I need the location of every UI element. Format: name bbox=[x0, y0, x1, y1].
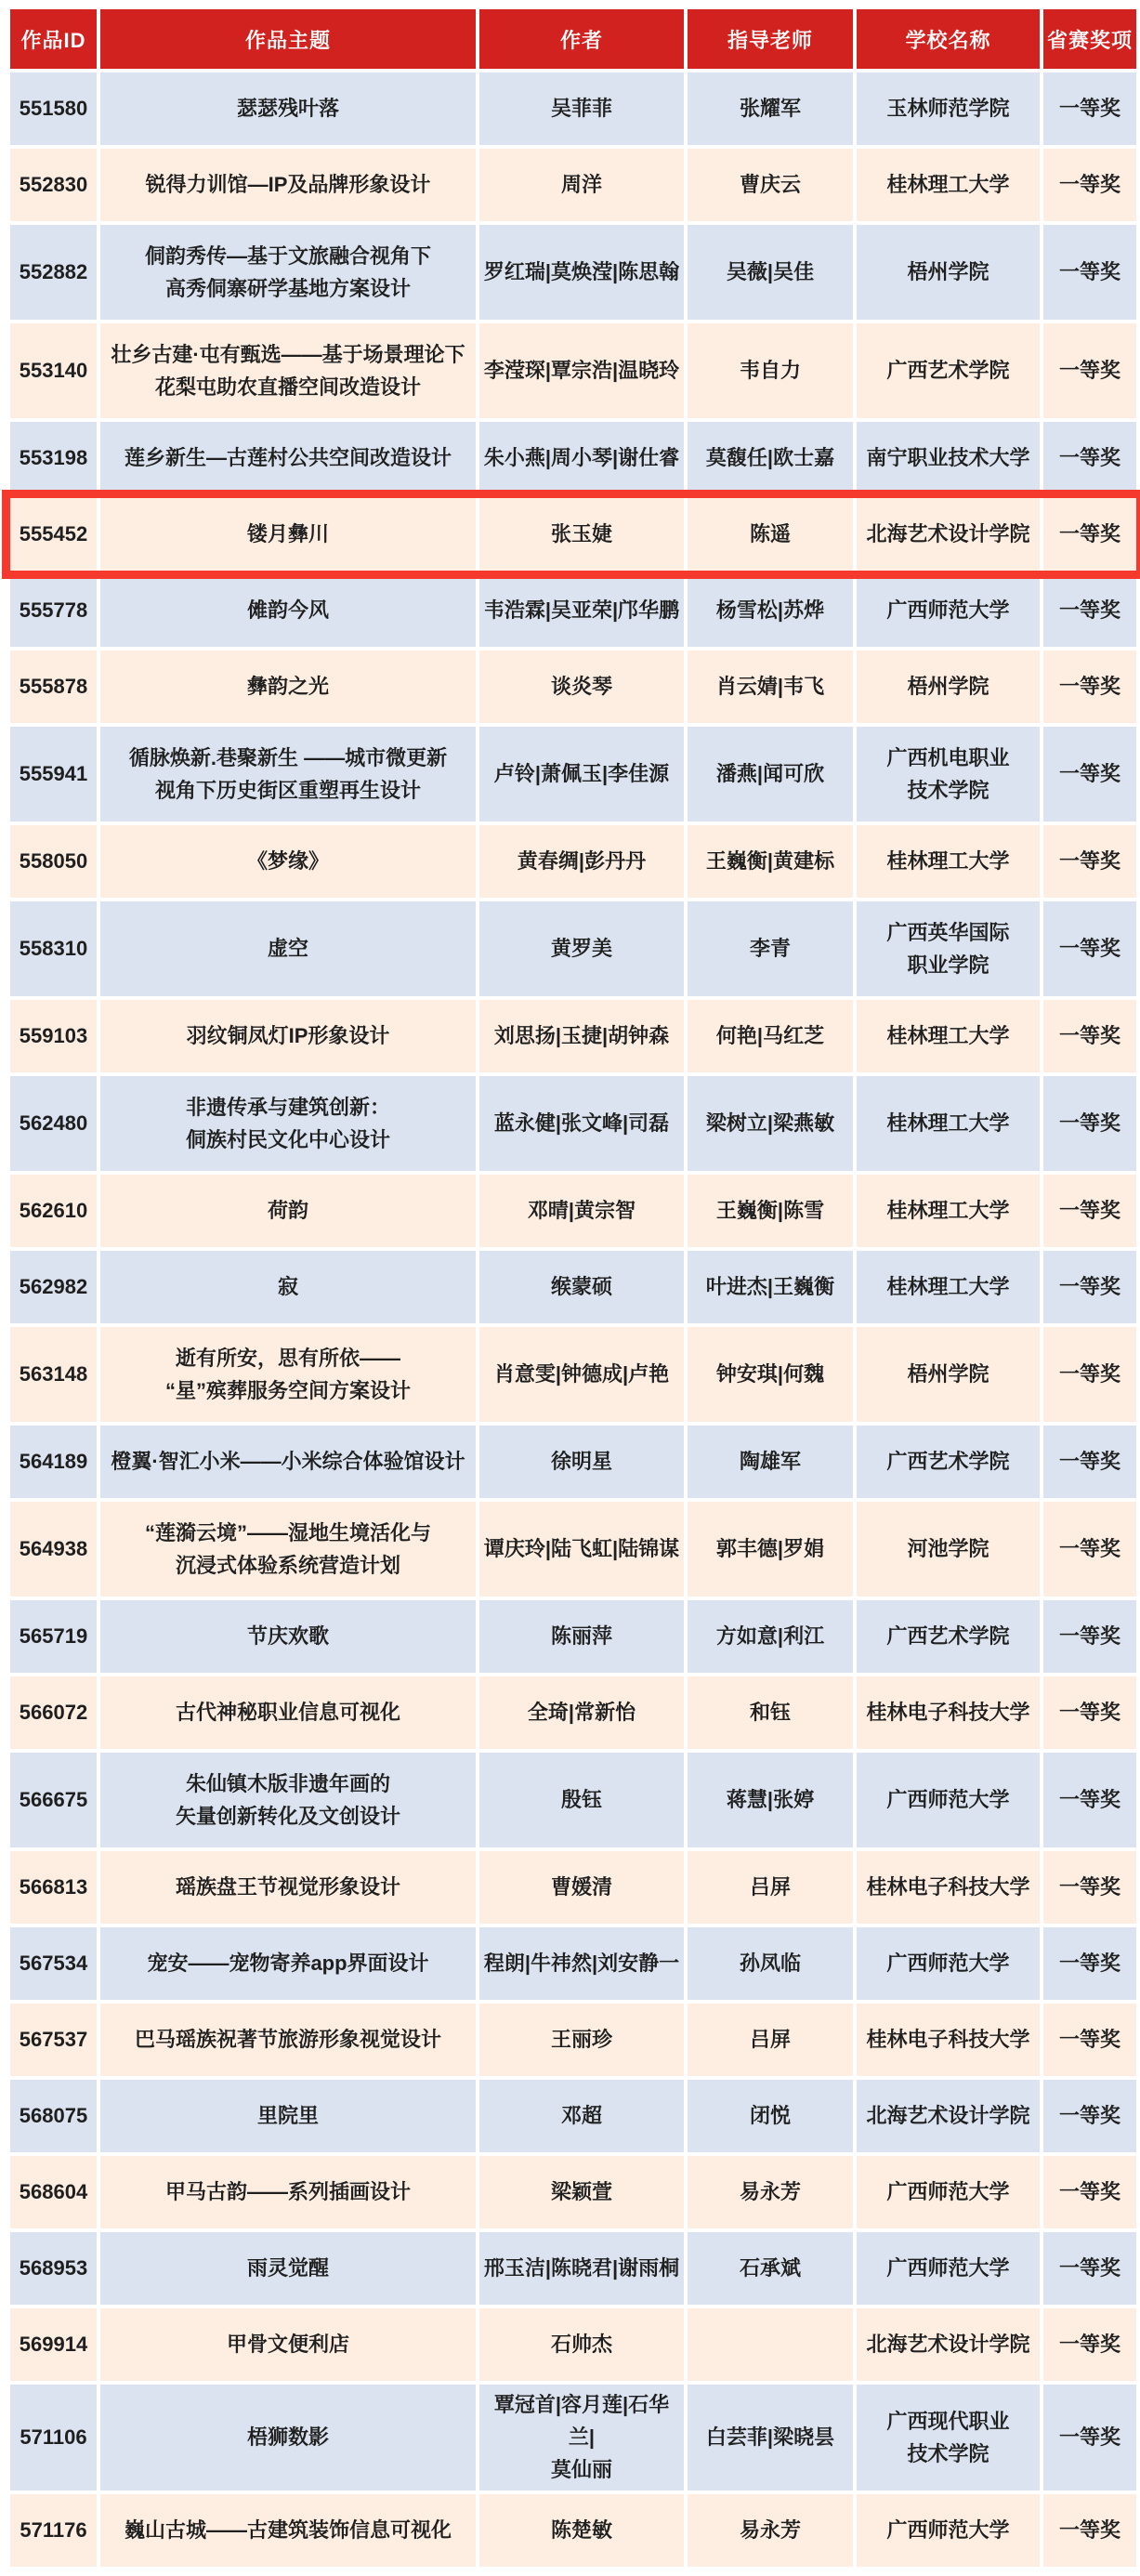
cell-author: 罗红瑞|莫焕滢|陈思翰 bbox=[479, 225, 684, 320]
table-row bbox=[10, 901, 1136, 996]
cell-work-id: 566675 bbox=[10, 1753, 97, 1847]
cell-theme: 宠安——宠物寄养app界面设计 bbox=[100, 1927, 476, 2000]
cell-theme: 傩韵今风 bbox=[100, 574, 476, 647]
cell-theme: 《梦缘》 bbox=[100, 825, 476, 898]
cell-teacher: 石承斌 bbox=[688, 2232, 853, 2305]
table-row bbox=[10, 1076, 1136, 1171]
cell-author: 陈丽萍 bbox=[479, 1600, 684, 1673]
cell-theme: 朱仙镇木版非遗年画的 矢量创新转化及文创设计 bbox=[100, 1753, 476, 1847]
cell-award: 一等奖 bbox=[1043, 651, 1136, 723]
cell-teacher: 李青 bbox=[688, 901, 853, 996]
table-row bbox=[10, 651, 1136, 723]
cell-work-id: 555452 bbox=[10, 498, 97, 571]
cell-work-id: 562480 bbox=[10, 1076, 97, 1171]
cell-school: 北海艺术设计学院 bbox=[857, 2308, 1040, 2381]
cell-award: 一等奖 bbox=[1043, 2385, 1136, 2491]
cell-author: 刘思扬|玉捷|胡钟森 bbox=[479, 1000, 684, 1072]
cell-school: 广西师范大学 bbox=[857, 1927, 1040, 2000]
cell-award: 一等奖 bbox=[1043, 901, 1136, 996]
cell-school: 北海艺术设计学院 bbox=[857, 498, 1040, 571]
cell-award: 一等奖 bbox=[1043, 825, 1136, 898]
cell-theme: 古代神秘职业信息可视化 bbox=[100, 1676, 476, 1749]
cell-school: 桂林理工大学 bbox=[857, 1000, 1040, 1072]
table-row bbox=[10, 422, 1136, 494]
cell-work-id: 564938 bbox=[10, 1502, 97, 1597]
cell-school: 桂林理工大学 bbox=[857, 1076, 1040, 1171]
cell-school: 桂林理工大学 bbox=[857, 1251, 1040, 1323]
table-row bbox=[10, 727, 1136, 821]
table-row bbox=[10, 72, 1136, 145]
cell-author: 王丽珍 bbox=[479, 2004, 684, 2076]
cell-work-id: 552882 bbox=[10, 225, 97, 320]
cell-author: 徐明星 bbox=[479, 1426, 684, 1498]
cell-work-id: 562610 bbox=[10, 1175, 97, 1247]
cell-author: 覃冠首|容月莲|石华兰| 莫仙丽 bbox=[479, 2385, 684, 2491]
cell-school: 广西师范大学 bbox=[857, 2156, 1040, 2228]
cell-work-id: 569914 bbox=[10, 2308, 97, 2381]
cell-teacher: 肖云婧|韦飞 bbox=[688, 651, 853, 723]
cell-award: 一等奖 bbox=[1043, 498, 1136, 571]
cell-author: 张玉婕 bbox=[479, 498, 684, 571]
cell-author: 邓超 bbox=[479, 2080, 684, 2152]
cell-school: 河池学院 bbox=[857, 1502, 1040, 1597]
table-row bbox=[10, 1600, 1136, 1673]
cell-author: 梁颖萱 bbox=[479, 2156, 684, 2228]
cell-school: 桂林理工大学 bbox=[857, 1175, 1040, 1247]
cell-author: 谈炎琴 bbox=[479, 651, 684, 723]
cell-work-id: 559103 bbox=[10, 1000, 97, 1072]
table-row bbox=[10, 498, 1136, 571]
cell-award: 一等奖 bbox=[1043, 225, 1136, 320]
cell-teacher: 杨雪松|苏烨 bbox=[688, 574, 853, 647]
cell-award: 一等奖 bbox=[1043, 1076, 1136, 1171]
cell-school: 北海艺术设计学院 bbox=[857, 2080, 1040, 2152]
cell-work-id: 563148 bbox=[10, 1327, 97, 1422]
cell-author: 蓝永健|张文峰|司磊 bbox=[479, 1076, 684, 1171]
cell-teacher: 曹庆云 bbox=[688, 149, 853, 221]
cell-teacher: 王巍衡|黄建标 bbox=[688, 825, 853, 898]
cell-author: 黄罗美 bbox=[479, 901, 684, 996]
cell-school: 广西艺术学院 bbox=[857, 1600, 1040, 1673]
cell-theme: 巴马瑶族祝著节旅游形象视觉设计 bbox=[100, 2004, 476, 2076]
cell-theme: 锐得力训馆—IP及品牌形象设计 bbox=[100, 149, 476, 221]
cell-work-id: 566072 bbox=[10, 1676, 97, 1749]
table-row bbox=[10, 1502, 1136, 1597]
cell-theme: 荷韵 bbox=[100, 1175, 476, 1247]
cell-theme: 逝有所安，思有所依—— “星”殡葬服务空间方案设计 bbox=[100, 1327, 476, 1422]
cell-author: 周洋 bbox=[479, 149, 684, 221]
cell-teacher: 蒋慧|张婷 bbox=[688, 1753, 853, 1847]
cell-school: 梧州学院 bbox=[857, 225, 1040, 320]
cell-school: 广西现代职业 技术学院 bbox=[857, 2385, 1040, 2491]
cell-teacher: 闭悦 bbox=[688, 2080, 853, 2152]
cell-teacher: 韦自力 bbox=[688, 323, 853, 418]
cell-school: 广西师范大学 bbox=[857, 1753, 1040, 1847]
cell-teacher: 陈遥 bbox=[688, 498, 853, 571]
cell-award: 一等奖 bbox=[1043, 1927, 1136, 2000]
cell-work-id: 571106 bbox=[10, 2385, 97, 2491]
cell-author: 石帅杰 bbox=[479, 2308, 684, 2381]
cell-theme: 镂月彝川 bbox=[100, 498, 476, 571]
cell-teacher: 何艳|马红芝 bbox=[688, 1000, 853, 1072]
cell-school: 桂林电子科技大学 bbox=[857, 1851, 1040, 1924]
cell-school: 桂林理工大学 bbox=[857, 149, 1040, 221]
table-row bbox=[10, 2232, 1136, 2305]
cell-theme: 莲乡新生—古莲村公共空间改造设计 bbox=[100, 422, 476, 494]
cell-award: 一等奖 bbox=[1043, 1600, 1136, 1673]
cell-school: 广西机电职业 技术学院 bbox=[857, 727, 1040, 821]
cell-teacher: 白芸菲|梁晓昙 bbox=[688, 2385, 853, 2491]
column-header-author: 作者 bbox=[479, 9, 684, 69]
table-row bbox=[10, 2308, 1136, 2381]
table-row bbox=[10, 1753, 1136, 1847]
cell-work-id: 565719 bbox=[10, 1600, 97, 1673]
table-row bbox=[10, 149, 1136, 221]
cell-school: 桂林理工大学 bbox=[857, 825, 1040, 898]
cell-work-id: 555878 bbox=[10, 651, 97, 723]
cell-school: 桂林电子科技大学 bbox=[857, 1676, 1040, 1749]
cell-teacher: 方如意|利江 bbox=[688, 1600, 853, 1673]
cell-theme: 瑶族盘王节视觉形象设计 bbox=[100, 1851, 476, 1924]
cell-theme: 甲马古韵——系列插画设计 bbox=[100, 2156, 476, 2228]
cell-work-id: 568075 bbox=[10, 2080, 97, 2152]
cell-teacher: 和钰 bbox=[688, 1676, 853, 1749]
cell-theme: 巍山古城——古建筑装饰信息可视化 bbox=[100, 2494, 476, 2567]
cell-author: 殷钰 bbox=[479, 1753, 684, 1847]
cell-award: 一等奖 bbox=[1043, 2004, 1136, 2076]
cell-school: 南宁职业技术大学 bbox=[857, 422, 1040, 494]
table-row bbox=[10, 323, 1136, 418]
cell-school: 玉林师范学院 bbox=[857, 72, 1040, 145]
column-header-work-id: 作品ID bbox=[10, 9, 97, 69]
cell-school: 广西师范大学 bbox=[857, 574, 1040, 647]
cell-award: 一等奖 bbox=[1043, 2308, 1136, 2381]
column-header-award: 省赛奖项 bbox=[1043, 9, 1136, 69]
cell-school: 梧州学院 bbox=[857, 651, 1040, 723]
cell-teacher: 张耀军 bbox=[688, 72, 853, 145]
cell-award: 一等奖 bbox=[1043, 1175, 1136, 1247]
cell-work-id: 571176 bbox=[10, 2494, 97, 2567]
cell-theme: 寂 bbox=[100, 1251, 476, 1323]
cell-work-id: 566813 bbox=[10, 1851, 97, 1924]
cell-award: 一等奖 bbox=[1043, 1426, 1136, 1498]
cell-author: 谭庆玲|陆飞虹|陆锦谋 bbox=[479, 1502, 684, 1597]
cell-award: 一等奖 bbox=[1043, 2156, 1136, 2228]
table-row bbox=[10, 1426, 1136, 1498]
table-row bbox=[10, 1327, 1136, 1422]
cell-theme: 甲骨文便利店 bbox=[100, 2308, 476, 2381]
cell-work-id: 558310 bbox=[10, 901, 97, 996]
cell-author: 韦浩霖|吴亚荣|邝华鹏 bbox=[479, 574, 684, 647]
cell-award: 一等奖 bbox=[1043, 574, 1136, 647]
cell-award: 一等奖 bbox=[1043, 1502, 1136, 1597]
cell-teacher: 潘燕|闻可欣 bbox=[688, 727, 853, 821]
cell-work-id: 553198 bbox=[10, 422, 97, 494]
cell-author: 黄春绸|彭丹丹 bbox=[479, 825, 684, 898]
column-header-theme: 作品主题 bbox=[100, 9, 476, 69]
column-header-school: 学校名称 bbox=[857, 9, 1040, 69]
table-row bbox=[10, 1175, 1136, 1247]
cell-teacher bbox=[688, 2308, 853, 2381]
cell-award: 一等奖 bbox=[1043, 422, 1136, 494]
cell-work-id: 567537 bbox=[10, 2004, 97, 2076]
cell-award: 一等奖 bbox=[1043, 149, 1136, 221]
cell-award: 一等奖 bbox=[1043, 1851, 1136, 1924]
cell-teacher: 莫馥任|欧士嘉 bbox=[688, 422, 853, 494]
cell-work-id: 562982 bbox=[10, 1251, 97, 1323]
cell-teacher: 吕屏 bbox=[688, 2004, 853, 2076]
cell-school: 梧州学院 bbox=[857, 1327, 1040, 1422]
cell-teacher: 吴薇|吴佳 bbox=[688, 225, 853, 320]
cell-award: 一等奖 bbox=[1043, 1327, 1136, 1422]
cell-work-id: 555941 bbox=[10, 727, 97, 821]
cell-school: 广西艺术学院 bbox=[857, 1426, 1040, 1498]
table-row bbox=[10, 225, 1136, 320]
cell-theme: 瑟瑟残叶落 bbox=[100, 72, 476, 145]
table-row bbox=[10, 2385, 1136, 2491]
cell-teacher: 孙凤临 bbox=[688, 1927, 853, 2000]
cell-author: 吴菲菲 bbox=[479, 72, 684, 145]
cell-theme: 循脉焕新.巷聚新生 ——城市微更新 视角下历史街区重塑再生设计 bbox=[100, 727, 476, 821]
cell-author: 全琦|常新怡 bbox=[479, 1676, 684, 1749]
cell-award: 一等奖 bbox=[1043, 2080, 1136, 2152]
cell-author: 李滢琛|覃宗浩|温晓玲 bbox=[479, 323, 684, 418]
table-row bbox=[10, 1251, 1136, 1323]
cell-work-id: 567534 bbox=[10, 1927, 97, 2000]
cell-theme: “莲漪云境”——湿地生境活化与 沉浸式体验系统营造计划 bbox=[100, 1502, 476, 1597]
cell-award: 一等奖 bbox=[1043, 1000, 1136, 1072]
cell-work-id: 564189 bbox=[10, 1426, 97, 1498]
cell-teacher: 陶雄军 bbox=[688, 1426, 853, 1498]
cell-work-id: 558050 bbox=[10, 825, 97, 898]
cell-theme: 虚空 bbox=[100, 901, 476, 996]
cell-work-id: 555778 bbox=[10, 574, 97, 647]
table-row bbox=[10, 2080, 1136, 2152]
cell-teacher: 叶进杰|王巍衡 bbox=[688, 1251, 853, 1323]
cell-author: 肖意雯|钟德成|卢艳 bbox=[479, 1327, 684, 1422]
cell-work-id: 551580 bbox=[10, 72, 97, 145]
cell-school: 桂林电子科技大学 bbox=[857, 2004, 1040, 2076]
cell-award: 一等奖 bbox=[1043, 1676, 1136, 1749]
cell-award: 一等奖 bbox=[1043, 72, 1136, 145]
cell-theme: 里院里 bbox=[100, 2080, 476, 2152]
cell-theme: 雨灵觉醒 bbox=[100, 2232, 476, 2305]
cell-teacher: 易永芳 bbox=[688, 2156, 853, 2228]
cell-teacher: 钟安琪|何魏 bbox=[688, 1327, 853, 1422]
cell-award: 一等奖 bbox=[1043, 323, 1136, 418]
cell-work-id: 552830 bbox=[10, 149, 97, 221]
table-body bbox=[10, 72, 1136, 2567]
cell-school: 广西师范大学 bbox=[857, 2232, 1040, 2305]
table-row bbox=[10, 2494, 1136, 2567]
cell-school: 广西师范大学 bbox=[857, 2494, 1040, 2567]
cell-teacher: 易永芳 bbox=[688, 2494, 853, 2567]
cell-award: 一等奖 bbox=[1043, 1753, 1136, 1847]
cell-teacher: 王巍衡|陈雪 bbox=[688, 1175, 853, 1247]
cell-author: 邢玉洁|陈晓君|谢雨桐 bbox=[479, 2232, 684, 2305]
cell-teacher: 吕屏 bbox=[688, 1851, 853, 1924]
cell-school: 广西艺术学院 bbox=[857, 323, 1040, 418]
cell-award: 一等奖 bbox=[1043, 2232, 1136, 2305]
cell-author: 曹媛清 bbox=[479, 1851, 684, 1924]
cell-theme: 橙翼·智汇小米——小米综合体验馆设计 bbox=[100, 1426, 476, 1498]
cell-theme: 非遗传承与建筑创新： 侗族村民文化中心设计 bbox=[100, 1076, 476, 1171]
table-row bbox=[10, 1927, 1136, 2000]
cell-author: 朱小燕|周小琴|谢仕睿 bbox=[479, 422, 684, 494]
table-row bbox=[10, 1676, 1136, 1749]
cell-award: 一等奖 bbox=[1043, 1251, 1136, 1323]
cell-theme: 壮乡古建·屯有甄选——基于场景理论下 花梨屯助农直播空间改造设计 bbox=[100, 323, 476, 418]
cell-work-id: 568953 bbox=[10, 2232, 97, 2305]
cell-author: 缑蒙硕 bbox=[479, 1251, 684, 1323]
cell-work-id: 553140 bbox=[10, 323, 97, 418]
cell-theme: 羽纹铜凤灯IP形象设计 bbox=[100, 1000, 476, 1072]
table-row bbox=[10, 1851, 1136, 1924]
cell-author: 程朗|牛祎然|刘安静一 bbox=[479, 1927, 684, 2000]
cell-theme: 彝韵之光 bbox=[100, 651, 476, 723]
cell-author: 卢铃|萧佩玉|李佳源 bbox=[479, 727, 684, 821]
cell-theme: 节庆欢歌 bbox=[100, 1600, 476, 1673]
table-row bbox=[10, 574, 1136, 647]
cell-theme: 梧狮数影 bbox=[100, 2385, 476, 2491]
cell-work-id: 568604 bbox=[10, 2156, 97, 2228]
cell-award: 一等奖 bbox=[1043, 727, 1136, 821]
table-row bbox=[10, 2156, 1136, 2228]
table-row bbox=[10, 1000, 1136, 1072]
table-row bbox=[10, 2004, 1136, 2076]
cell-teacher: 郭丰德|罗娟 bbox=[688, 1502, 853, 1597]
cell-award: 一等奖 bbox=[1043, 2494, 1136, 2567]
cell-author: 邓晴|黄宗智 bbox=[479, 1175, 684, 1247]
table-row bbox=[10, 825, 1136, 898]
cell-theme: 侗韵秀传—基于文旅融合视角下 高秀侗寨研学基地方案设计 bbox=[100, 225, 476, 320]
awards-table bbox=[10, 9, 1136, 2567]
cell-school: 广西英华国际 职业学院 bbox=[857, 901, 1040, 996]
cell-author: 陈楚敏 bbox=[479, 2494, 684, 2567]
column-header-teacher: 指导老师 bbox=[688, 9, 853, 69]
cell-teacher: 梁树立|梁燕敏 bbox=[688, 1076, 853, 1171]
table-header-row bbox=[10, 9, 1136, 69]
